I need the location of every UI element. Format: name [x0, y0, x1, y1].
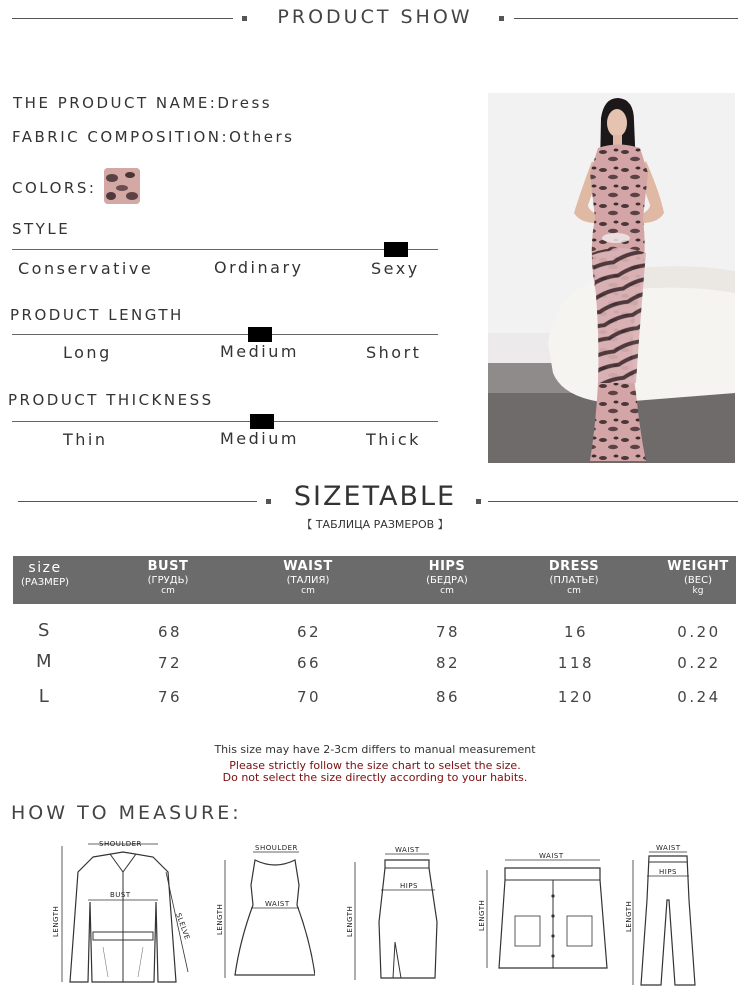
label-shoulder: SHOULDER	[255, 844, 298, 852]
jacket-sketch	[48, 832, 198, 994]
cell-hips: 86	[435, 688, 461, 706]
cell-bust: 68	[157, 623, 183, 641]
pants-sketch	[625, 840, 700, 990]
col-waist	[268, 559, 348, 596]
thickness-label-medium: Medium	[220, 429, 299, 448]
label-waist: WAIST	[395, 846, 420, 854]
thickness-scale	[12, 421, 438, 422]
header-rule-right	[514, 18, 738, 19]
label-length: LENGTH	[346, 905, 354, 937]
cell-size: M	[35, 651, 55, 672]
col-hips	[407, 559, 487, 596]
colors-label: COLORS:	[12, 179, 97, 197]
col-dress-sub: (ПЛАТЬЕ)	[549, 575, 599, 586]
cell-bust: 76	[157, 688, 183, 706]
cell-size: L	[38, 686, 52, 707]
color-swatch[interactable]	[104, 168, 140, 204]
col-weight-sub: (BEC)	[684, 575, 712, 586]
cell-weight: 0.24	[677, 688, 721, 706]
length-title: PRODUCT LENGTH	[10, 306, 184, 324]
col-hips-name: HIPS	[428, 559, 466, 574]
style-label-sexy: Sexy	[371, 259, 420, 278]
col-dress-unit: cm	[567, 586, 581, 596]
cell-hips: 82	[435, 654, 461, 672]
cell-dress: 120	[557, 688, 595, 706]
length-label-short: Short	[366, 343, 422, 362]
cell-hips: 78	[435, 623, 461, 641]
header-dot-right	[499, 16, 504, 21]
sizetable-dot-right	[476, 499, 481, 504]
size-table-header	[13, 556, 736, 604]
label-bust: BUST	[110, 891, 131, 899]
cell-weight: 0.22	[677, 654, 721, 672]
col-weight	[658, 559, 738, 596]
product-name: THE PRODUCT NAME:Dress	[13, 94, 273, 112]
col-bust	[128, 559, 208, 596]
how-to-measure-title: HOW TO MEASURE:	[11, 802, 242, 824]
label-waist: WAIST	[656, 844, 681, 852]
label-shoulder: SHOULDER	[99, 840, 142, 848]
col-size-name: size	[28, 560, 62, 576]
label-sleeve: SLELVE	[174, 911, 192, 942]
thickness-label-thick: Thick	[366, 430, 421, 449]
col-hips-unit: cm	[440, 586, 454, 596]
length-marker	[248, 327, 272, 342]
cell-waist: 70	[296, 688, 322, 706]
col-waist-unit: cm	[301, 586, 315, 596]
col-size	[13, 560, 77, 588]
note-measurement: This size may have 2-3cm differs to manual measurement	[214, 743, 536, 756]
note-habits: Do not select the size directly according to your habits.	[222, 771, 528, 784]
col-bust-sub: (ГРУДЬ)	[147, 575, 189, 586]
thickness-label-thin: Thin	[63, 430, 108, 449]
style-marker	[384, 242, 408, 257]
col-bust-unit: cm	[161, 586, 175, 596]
col-bust-name: BUST	[147, 559, 189, 574]
dress-sketch	[215, 840, 315, 985]
note-follow-chart: Please strictly follow the size chart to selset the size.	[229, 759, 521, 772]
label-waist: WAIST	[265, 900, 290, 908]
label-hips: HIPS	[659, 868, 677, 876]
label-length: LENGTH	[216, 903, 224, 935]
length-label-long: Long	[63, 343, 112, 362]
cell-weight: 0.20	[677, 623, 721, 641]
sizetable-rule-right	[488, 501, 738, 502]
col-waist-sub: (ТАЛИЯ)	[286, 575, 330, 586]
mini-skirt-sketch	[475, 846, 615, 976]
col-dress	[534, 559, 614, 596]
sizetable-title: SIZETABLE	[293, 481, 457, 512]
cell-dress: 16	[563, 623, 589, 641]
length-scale	[12, 334, 438, 335]
col-weight-unit: kg	[692, 586, 704, 596]
label-hips: HIPS	[400, 882, 418, 890]
skirt-sketch	[345, 842, 445, 987]
thickness-title: PRODUCT THICKNESS	[8, 391, 214, 409]
style-label-conservative: Conservative	[18, 259, 154, 278]
page-title: PRODUCT SHOW	[277, 6, 473, 28]
thickness-marker	[250, 414, 274, 429]
col-size-sub: (РАЗМЕР)	[20, 577, 70, 588]
fabric-composition: FABRIC COMPOSITION:Others	[12, 128, 295, 146]
cell-waist: 62	[296, 623, 322, 641]
cell-dress: 118	[557, 654, 595, 672]
col-weight-name: WEIGHT	[667, 559, 729, 574]
style-scale	[12, 249, 438, 250]
cell-size: S	[38, 620, 52, 641]
cell-bust: 72	[157, 654, 183, 672]
product-photo	[488, 93, 735, 463]
sizetable-subtitle: 【 ТАБЛИЦА РАЗМЕРОВ 】	[301, 518, 449, 531]
label-length: LENGTH	[478, 899, 486, 931]
length-label-medium: Medium	[220, 342, 299, 361]
col-waist-name: WAIST	[283, 559, 333, 574]
label-waist: WAIST	[539, 852, 564, 860]
col-dress-name: DRESS	[548, 559, 600, 574]
cell-waist: 66	[296, 654, 322, 672]
style-label-ordinary: Ordinary	[214, 258, 304, 277]
style-title: STYLE	[12, 220, 71, 238]
label-length: LENGTH	[52, 905, 60, 937]
col-hips-sub: (БЕДРА)	[426, 575, 468, 586]
label-length: LENGTH	[625, 900, 633, 932]
